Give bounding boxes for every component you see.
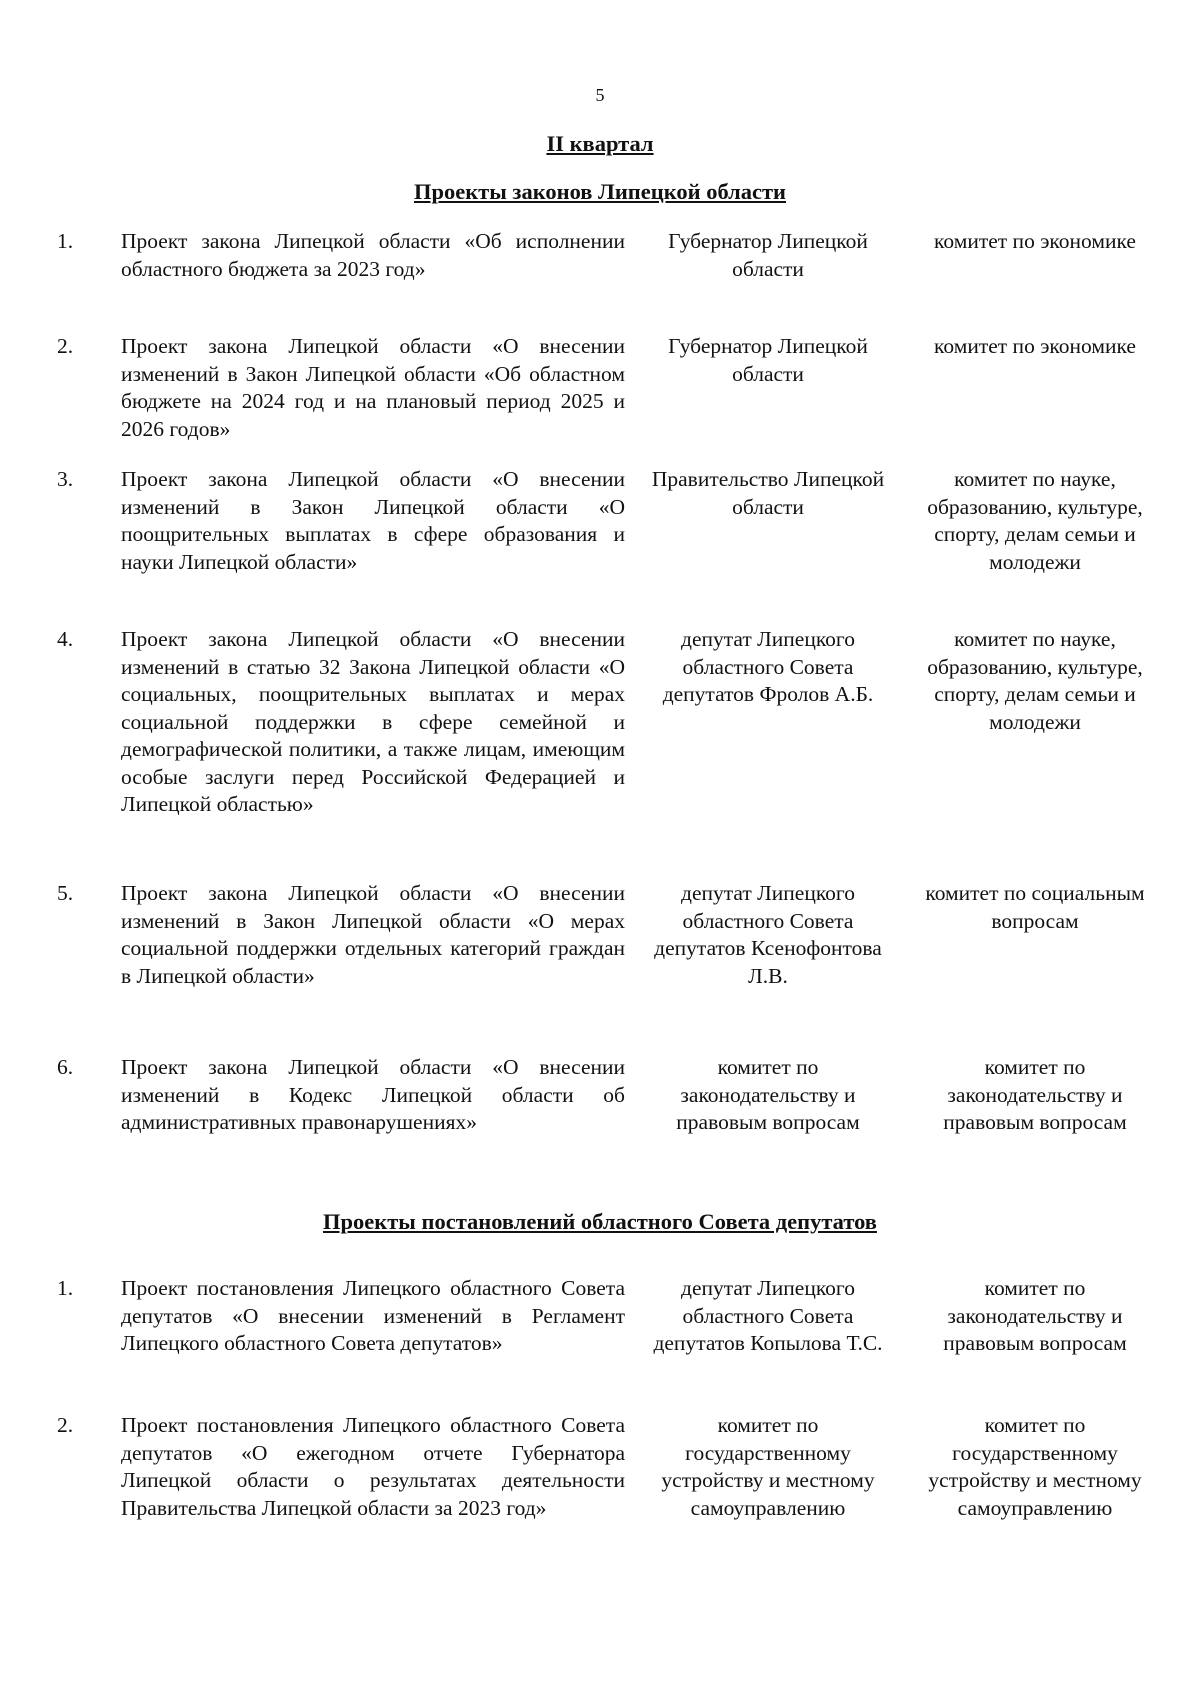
page-number: 5 bbox=[595, 85, 605, 105]
item-committee: комитет по экономике bbox=[934, 229, 1136, 253]
item-author: депутат Липецкого областного Совета депутатов Ксенофонтова Л.В. bbox=[654, 881, 882, 988]
item-title: Проект закона Липецкой области «Об исполнении областного бюджета за 2023 год» bbox=[121, 229, 625, 281]
item-author: Правительство Липецкой области bbox=[651, 467, 885, 519]
item-author: комитет по государственному устройству и местному самоуправлению bbox=[661, 1413, 875, 1520]
item-number: 2. bbox=[57, 334, 74, 358]
item-committee: комитет по экономике bbox=[934, 334, 1136, 358]
item-title: Проект закона Липецкой области «О внесении изменений в Закон Липецкой области «Об областном бюджете на 2024 год и на плановый период 2025 и 2026 годов» bbox=[121, 334, 625, 441]
item-title: Проект закона Липецкой области «О внесении изменений в Закон Липецкой области «О мерах социальной поддержки отдельных категорий граждан в Липецкой области» bbox=[121, 881, 625, 988]
item-number: 6. bbox=[57, 1055, 74, 1079]
item-author: комитет по законодательству и правовым вопросам bbox=[676, 1055, 860, 1134]
item-committee: комитет по государственному устройству и местному самоуправлению bbox=[928, 1413, 1142, 1520]
item-committee: комитет по науке, образованию, культуре, спорту, делам семьи и молодежи bbox=[927, 467, 1143, 574]
item-author: депутат Липецкого областного Совета депутатов Копылова Т.С. bbox=[653, 1276, 883, 1355]
item-author: Губернатор Липецкой области bbox=[668, 334, 868, 386]
item-number: 3. bbox=[57, 467, 74, 491]
item-title: Проект закона Липецкой области «О внесении изменений в Закон Липецкой области «О поощрительных выплатах в сфере образования и науки Липецкой области» bbox=[121, 467, 625, 574]
quarter-heading: II квартал bbox=[546, 131, 654, 156]
item-number: 1. bbox=[57, 229, 74, 253]
item-title: Проект закона Липецкой области «О внесении изменений в статью 32 Закона Липецкой области «О социальных, поощрительных выплатах и мерах социальной поддержки в сфере семейной и демографической политики, а также лицам, имеющим особые заслуги перед Российской Федерацией и Липецкой областью» bbox=[121, 627, 625, 816]
item-number: 1. bbox=[57, 1276, 74, 1300]
item-author: Губернатор Липецкой области bbox=[668, 229, 868, 281]
item-committee: комитет по законодательству и правовым вопросам bbox=[943, 1276, 1127, 1355]
item-committee: комитет по социальным вопросам bbox=[925, 881, 1145, 933]
section-heading-laws: Проекты законов Липецкой области bbox=[413, 179, 787, 204]
item-title: Проект постановления Липецкого областного Совета депутатов «О внесении изменений в Регламент Липецкого областного Совета депутатов» bbox=[121, 1276, 625, 1355]
section-heading-resolutions: Проекты постановлений областного Совета депутатов bbox=[323, 1209, 877, 1234]
item-committee: комитет по законодательству и правовым вопросам bbox=[943, 1055, 1127, 1134]
item-number: 4. bbox=[57, 627, 74, 651]
item-committee: комитет по науке, образованию, культуре, спорту, делам семьи и молодежи bbox=[927, 627, 1143, 734]
item-number: 5. bbox=[57, 881, 74, 905]
item-number: 2. bbox=[57, 1413, 74, 1437]
item-author: депутат Липецкого областного Совета депутатов Фролов А.Б. bbox=[662, 627, 874, 706]
item-title: Проект закона Липецкой области «О внесении изменений в Кодекс Липецкой области об административных правонарушениях» bbox=[121, 1055, 625, 1134]
item-title: Проект постановления Липецкого областного Совета депутатов «О ежегодном отчете Губернатора Липецкой области о результатах деятельности Правительства Липецкой области за 2023 год» bbox=[121, 1413, 625, 1520]
